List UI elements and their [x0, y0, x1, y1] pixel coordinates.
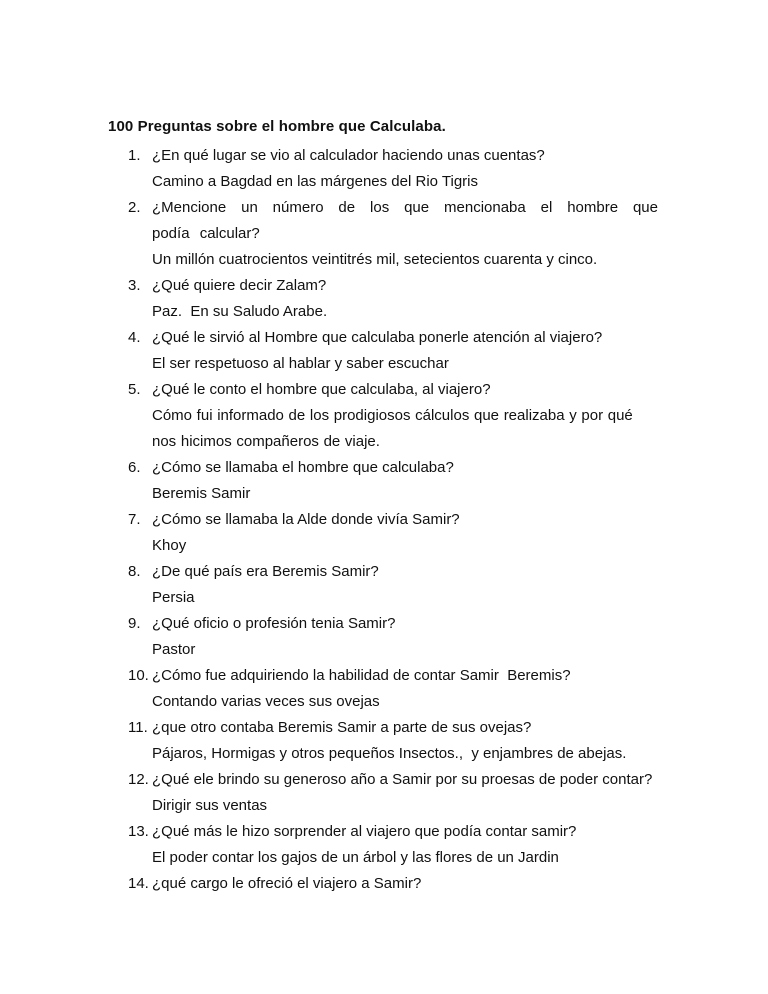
list-item: [0, 455, 768, 507]
question-text: ¿Qué le sirvió al Hombre que calculaba ponerle atención al viajero?: [152, 329, 603, 346]
list-item: [0, 819, 768, 871]
question-number: 4.: [128, 329, 141, 346]
question-number: 7.: [128, 511, 141, 528]
list-item: [0, 507, 768, 559]
question-number: 8.: [128, 563, 141, 580]
list-item: [0, 767, 768, 819]
list-item: [0, 611, 768, 663]
list-item: [0, 559, 768, 611]
answer-text: Khoy: [152, 537, 187, 554]
answer-text: Un millón cuatrocientos veintitrés mil, setecientos cuarenta y cinco.: [152, 251, 598, 268]
question-number: 12.: [128, 771, 149, 788]
question-number: 6.: [128, 459, 141, 476]
question-text: ¿qué cargo le ofreció el viajero a Samir?: [152, 875, 422, 892]
question-text: ¿En qué lugar se vio al calculador haciendo unas cuentas?: [152, 147, 545, 164]
question-number: 2.: [128, 199, 141, 216]
question-text: ¿Qué más le hizo sorprender al viajero que podía contar samir?: [152, 823, 577, 840]
question-text: ¿que otro contaba Beremis Samir a parte de sus ovejas?: [152, 719, 532, 736]
question-text: ¿De qué país era Beremis Samir?: [152, 563, 379, 580]
list-item: [0, 715, 768, 767]
question-text: ¿Qué le conto el hombre que calculaba, al viajero?: [152, 381, 491, 398]
question-number: 9.: [128, 615, 141, 632]
answer-text: Cómo fui informado de los prodigiosos cálculos que realizaba y por qué nos hicimos compañeros de viaje.: [152, 407, 633, 450]
question-number: 3.: [128, 277, 141, 294]
answer-text: Paz. En su Saludo Arabe.: [152, 303, 328, 320]
document-title: 100 Preguntas sobre el hombre que Calculaba.: [108, 118, 446, 135]
question-text: ¿Cómo fue adquiriendo la habilidad de contar Samir Beremis?: [152, 667, 571, 684]
answer-text: El ser respetuoso al hablar y saber escuchar: [152, 355, 449, 372]
question-number: 13.: [128, 823, 149, 840]
question-text: ¿Cómo se llamaba la Alde donde vivía Samir?: [152, 511, 460, 528]
list-item: [0, 377, 768, 455]
question-number: 5.: [128, 381, 141, 398]
list-item: [0, 195, 768, 273]
list-item: [0, 273, 768, 325]
answer-text: Dirigir sus ventas: [152, 797, 268, 814]
list-item: [0, 325, 768, 377]
answer-text: Pájaros, Hormigas y otros pequeños Insectos., y enjambres de abejas.: [152, 745, 627, 762]
answer-text: Camino a Bagdad en las márgenes del Rio Tigris: [152, 173, 479, 190]
answer-text: Pastor: [152, 641, 196, 658]
question-number: 1.: [128, 147, 141, 164]
answer-text: El poder contar los gajos de un árbol y las flores de un Jardin: [152, 849, 559, 866]
question-list: [0, 143, 768, 897]
question-number: 10.: [128, 667, 149, 684]
list-item: [0, 663, 768, 715]
question-text: ¿Qué quiere decir Zalam?: [152, 277, 327, 294]
list-item: [0, 871, 768, 897]
answer-text: Beremis Samir: [152, 485, 251, 502]
question-text: ¿Cómo se llamaba el hombre que calculaba?: [152, 459, 454, 476]
question-number: 14.: [128, 875, 149, 892]
answer-text: Contando varias veces sus ovejas: [152, 693, 380, 710]
question-text: ¿Qué oficio o profesión tenia Samir?: [152, 615, 396, 632]
list-item: [0, 143, 768, 195]
question-number: 11.: [128, 719, 148, 736]
question-text: ¿Mencione un número de los que mencionaba el hombre que podía calcular?: [152, 199, 658, 242]
question-text: ¿Qué ele brindo su generoso año a Samir por su proesas de poder contar?: [152, 771, 653, 788]
answer-text: Persia: [152, 589, 195, 606]
